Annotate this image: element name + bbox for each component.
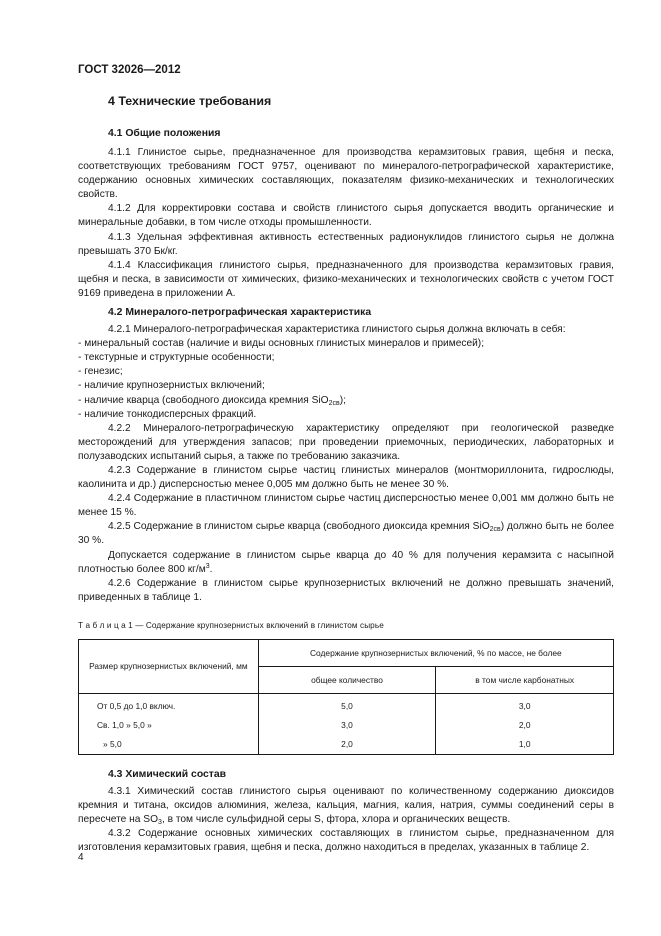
paragraph-4-3-1: 4.3.1 Химический состав глинистого сырья оценивают по количественному содержанию диоксидов кремния и титана, оксидов алюминия, железа, кальция, магния, калия, натрия, суммы соединений серы в пересчете на $SO_3$, в том числе сульфидной серы S, фтора, хлора и органических веществ. xyxy=(78,786,614,827)
table-1-caption: Т а б л и ц а 1 — Содержание крупнозернистых включений в глинистом сырье xyxy=(78,620,384,630)
subsection-4-2-title: 4.2 Минералого-петрографическая характеристика xyxy=(108,307,372,319)
list-item: - генезис; xyxy=(78,366,123,378)
table-header-group: Содержание крупнозернистых включений, % по массе, не более xyxy=(258,640,613,667)
table-row xyxy=(79,716,614,735)
table-row xyxy=(79,735,614,755)
page-number: 4 xyxy=(78,852,84,863)
table-cell-total: 3,0 xyxy=(258,716,436,735)
paragraph-4-2-6: 4.2.6 Содержание в глинистом сырье крупнозернистых включений не должно превышать значений, приведенных в таблице 1. xyxy=(78,577,614,603)
paragraph-4-2-3: 4.2.3 Содержание в глинистом сырье частиц глинистых минералов (монтмориллонита, гидрослюды, каолинита и др.) дисперсностью менее 0,005 мм должно быть не менее 30 %. xyxy=(78,464,614,491)
list-item: - наличие крупнозернистых включений; xyxy=(78,380,265,392)
table-row xyxy=(79,694,614,717)
table-cell-carbonate: 3,0 xyxy=(436,694,614,717)
table-header-size: Размер крупнозернистых включений, мм xyxy=(79,640,259,694)
standard-header: ГОСТ 32026—2012 xyxy=(78,64,181,76)
table-cell-total: 2,0 xyxy=(258,735,436,755)
list-item: - наличие тонкодисперсных фракций. xyxy=(78,408,257,420)
paragraph-4-1-4: 4.1.4 Классификация глинистого сырья, предназначенного для производства керамзитовых гравия, щебня и песка, в зависимости от химических, физико-механических и технологических свойств с учетом ГОСТ 9169 приведена в приложении А. xyxy=(78,259,614,299)
paragraph-4-2-4: 4.2.4 Содержание в пластичном глинистом сырье частиц дисперсностью менее 0,001 мм должно быть не менее 15 %. xyxy=(78,493,614,519)
table-cell-size: » 5,0 xyxy=(79,735,259,755)
subsection-4-1-title: 4.1 Общие положения xyxy=(108,128,221,139)
table-cell-carbonate: 2,0 xyxy=(436,716,614,735)
table-cell-carbonate: 1,0 xyxy=(436,735,614,755)
table-header-total: общее количество xyxy=(258,667,436,694)
list-item: - минеральный состав (наличие и виды основных глинистых минералов и примесей); xyxy=(78,338,485,350)
paragraph-density-note: Допускается содержание в глинистом сырье кварца до 40 % для получения керамзита с насыпной плотностью более 800 $кг/м^3$. xyxy=(78,549,614,575)
table-cell-size: Св. 1,0 » 5,0 » xyxy=(79,716,259,735)
paragraph-4-2-1: 4.2.1 Минералого-петрографическая характеристика глинистого сырья должна включать в себя: xyxy=(108,324,566,336)
table-1 xyxy=(78,639,614,755)
paragraph-4-3-2: 4.3.2 Содержание основных химических составляющих в глинистом сырье, предназначенном для изготовления керамзитовых гравия, щебня и песка, должно находиться в пределах, указанных в таблице 2. xyxy=(78,828,614,854)
list-item: - текстурные и структурные особенности; xyxy=(78,352,275,364)
paragraph-4-1-3: 4.1.3 Удельная эффективная активность естественных радионуклидов глинистого сырья не должна превышать 370 Бк/кг. xyxy=(78,231,614,257)
paragraph-4-1-2: 4.1.2 Для корректировки состава и свойств глинистого сырья допускается вводить органические и минеральные добавки, в том числе отходы промышленности. xyxy=(78,203,614,229)
paragraph-4-1-1: 4.1.1 Глинистое сырье, предназначенное для производства керамзитовых гравия, щебня и песка, соответствующих требованиям ГОСТ 9757, оценивают по минералого-петрографической характеристике, содержанию основных химических составляющих, показателям физико-механических и технологических свойств. xyxy=(78,147,614,201)
paragraph-4-2-5: 4.2.5 Содержание в глинистом сырье кварца (свободного диоксида кремния SiO$_{2св}$) должно быть не более 30 %. xyxy=(78,521,614,547)
paragraph-4-2-2: 4.2.2 Минералого-петрографическую характеристику определяют при геологической разведке месторождений для утверждения запасов; при проведении приемочных, периодических, лабораторных и полузаводских испытаний сырья, а также по требованию заказчика. xyxy=(78,422,614,462)
section-title: 4 Технические требования xyxy=(108,94,272,108)
table-cell-size: От 0,5 до 1,0 включ. xyxy=(79,694,259,717)
table-header-carbonate: в том числе карбонатных xyxy=(436,667,614,694)
list-item: - наличие кварца (свободного диоксида кремния SiO$_{2св}$); xyxy=(78,394,346,407)
table-cell-total: 5,0 xyxy=(258,694,436,717)
page-content xyxy=(78,93,614,855)
subsection-4-3-title: 4.3 Химический состав xyxy=(108,769,227,780)
